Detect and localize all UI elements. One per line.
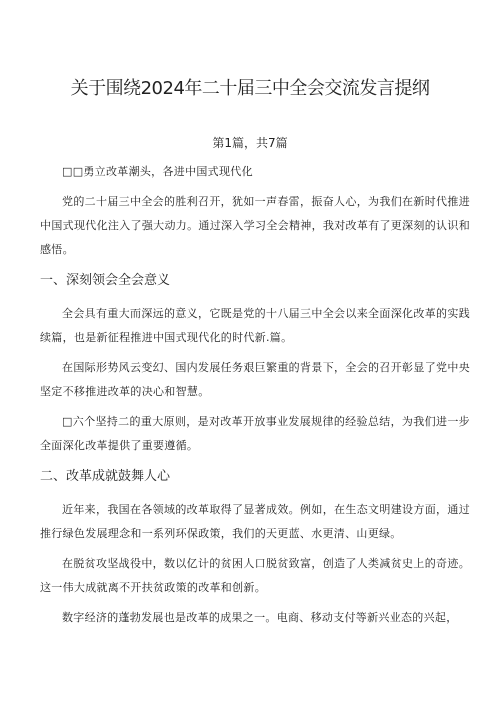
section-heading-1: 一、深刻领会全会意义 <box>40 273 171 288</box>
intro-paragraph: 党的二十届三中全会的胜利召开，犹如一声春雷，振奋人心，为我们在新时代推进中国式现代化注入了强大动力。通过深入学习全会精神，我对改革有了更深刻的认识和感悟。 <box>40 195 470 256</box>
section2-paragraph-3: 数字经济的蓬勃发展也是改革的成果之一。电商、移动支付等新兴业态的兴起， <box>62 611 458 624</box>
section1-paragraph-3: □六个坚持二的重大原则，是对改革开放事业发展规律的经验总结，为我们进一步全面深化改革提供了重要遵循。 <box>40 415 470 452</box>
document-title: 关于围绕2024年二十届三中全会交流发言提纲 <box>70 78 430 99</box>
section2-paragraph-2: 在脱贫攻坚战役中，数以亿计的贫困人口脱贫致富，创造了人类减贫史上的奇迹。这一伟大成就离不开扶贫政策的改革和创新。 <box>40 557 470 594</box>
section2-paragraph-1: 近年来，我国在各领域的改革取得了显著成效。例如，在生态文明建设方面，通过推行绿色发展理念和一系列环保政策，我们的天更蓝、水更清、山更绿。 <box>40 503 470 540</box>
section1-paragraph-2: 在国际形势风云变幻、国内发展任务艰巨繁重的背景下，全会的召开彰显了党中央坚定不移推进改革的决心和智慧。 <box>40 361 470 398</box>
document-body <box>40 160 470 636</box>
page-label: 第1篇，共7篇 <box>212 136 288 150</box>
subtitle-line: □□勇立改革潮头，各进中国式现代化 <box>62 165 253 178</box>
section-heading-2: 二、改革成就鼓舞人心 <box>40 469 171 484</box>
section1-paragraph-1: 全会具有重大而深远的意义，它既是党的十八届三中全会以来全面深化改革的实践续篇，也是新征程推进中国式现代化的时代新.篇。 <box>40 307 470 344</box>
